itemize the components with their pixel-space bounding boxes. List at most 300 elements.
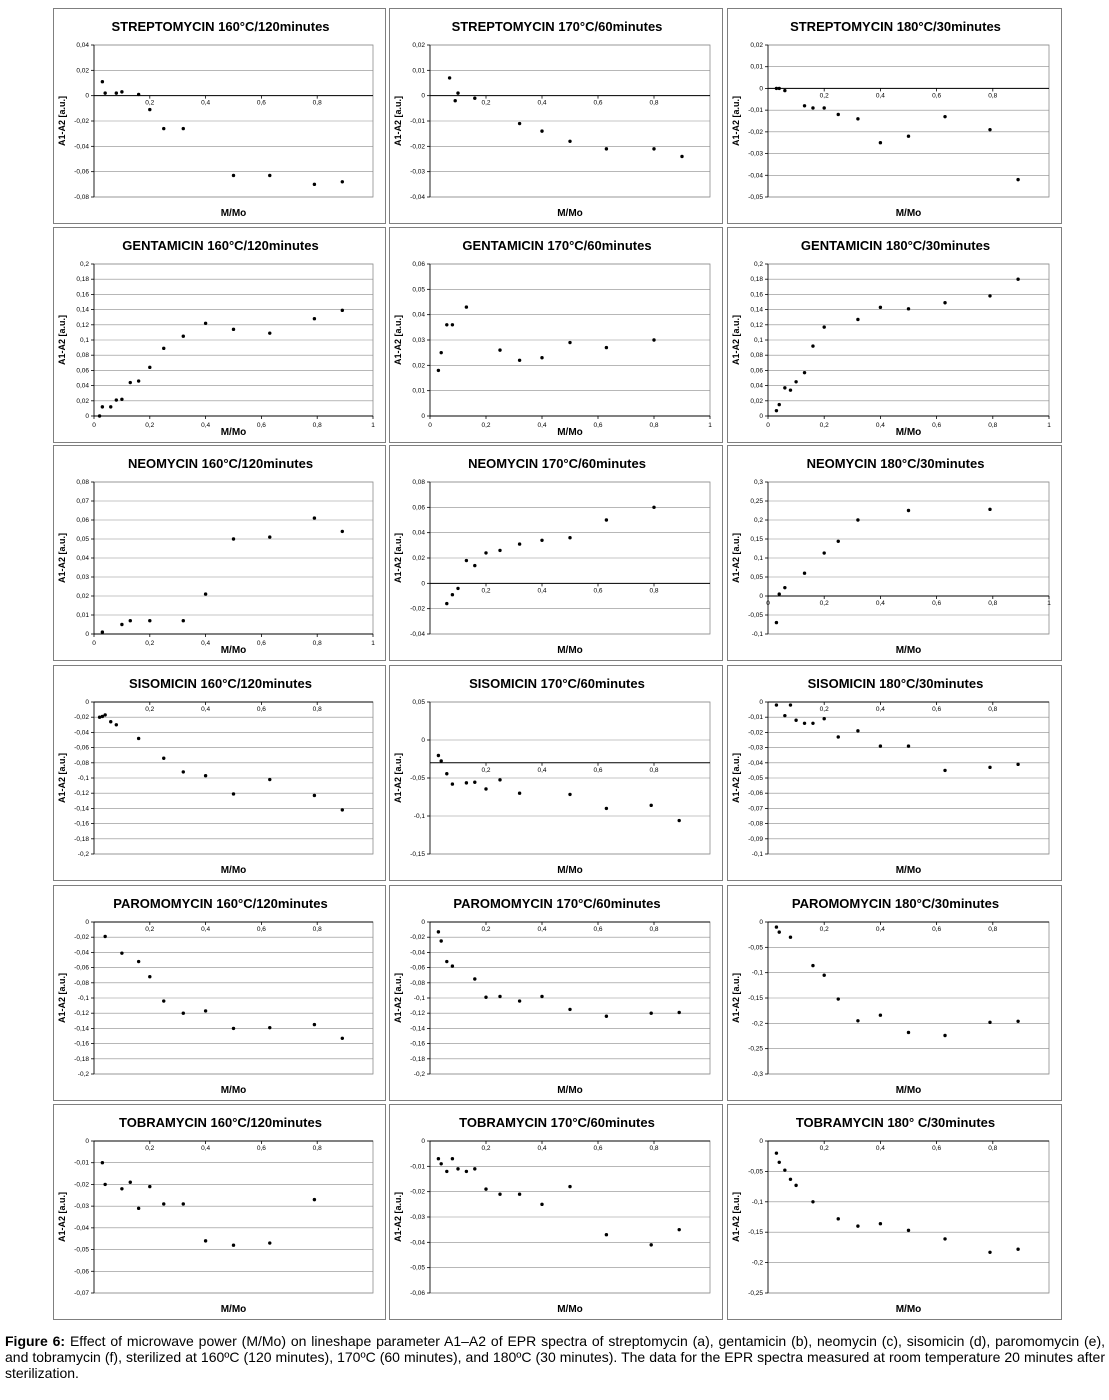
data-point <box>1016 1248 1019 1251</box>
y-tick-label: -0,08 <box>74 759 89 767</box>
chart-panel-7 <box>53 445 386 661</box>
data-point <box>437 369 440 372</box>
x-tick-label: 0,8 <box>988 422 998 429</box>
data-point <box>988 508 991 511</box>
y-tick-label: -0,12 <box>410 1010 425 1018</box>
data-point <box>182 335 185 338</box>
y-tick-label: 0,04 <box>412 529 425 537</box>
data-point <box>448 76 451 79</box>
y-tick-label: -0,25 <box>748 1045 763 1053</box>
y-tick-label: -0,06 <box>74 964 89 972</box>
x-tick-label: 1 <box>371 640 375 647</box>
chart-panel-8 <box>389 445 723 661</box>
x-tick-label: 0,8 <box>988 600 998 607</box>
data-point <box>789 936 792 939</box>
chart-svg <box>54 228 387 444</box>
x-tick-label: 0,8 <box>312 1145 322 1152</box>
data-point <box>268 1241 271 1244</box>
x-tick-label: 0,2 <box>145 99 155 107</box>
y-tick-label: -0,06 <box>74 168 89 176</box>
y-tick-label: -0,12 <box>74 790 89 798</box>
data-point <box>837 113 840 116</box>
x-tick-label: 0,4 <box>201 99 211 107</box>
data-point <box>988 294 991 297</box>
data-point <box>440 351 443 354</box>
data-point <box>98 414 101 417</box>
data-point <box>129 381 132 384</box>
x-tick-label: 0,2 <box>481 587 491 595</box>
data-point <box>783 386 786 389</box>
y-tick-label: -0,02 <box>410 605 425 613</box>
data-point <box>120 398 123 401</box>
data-point <box>518 122 521 125</box>
data-point <box>101 405 104 408</box>
data-point <box>101 630 104 633</box>
data-point <box>778 403 781 406</box>
y-tick-label: -0,01 <box>74 1159 89 1167</box>
data-point <box>652 506 655 509</box>
x-tick-label: 0,2 <box>819 422 829 429</box>
data-point <box>823 325 826 328</box>
data-point <box>650 1012 653 1015</box>
y-axis-label: A1-A2 [a.u.] <box>57 95 67 147</box>
plot-frame <box>768 1141 1049 1293</box>
data-point <box>137 93 140 96</box>
x-tick-label: 0,4 <box>875 92 885 100</box>
y-axis-label: A1-A2 [a.u.] <box>57 972 67 1024</box>
y-tick-label: 0,06 <box>76 367 89 375</box>
data-point <box>341 808 344 811</box>
y-tick-label: 0,14 <box>750 306 763 314</box>
data-point <box>783 586 786 589</box>
y-tick-label: -0,03 <box>748 150 763 158</box>
y-tick-label: -0,03 <box>410 168 425 176</box>
y-tick-label: 0,25 <box>750 498 763 505</box>
data-point <box>120 90 123 93</box>
data-point <box>473 97 476 100</box>
y-tick-label: 0,01 <box>412 67 425 75</box>
data-point <box>518 1193 521 1196</box>
x-tick-label: 0,8 <box>988 1145 998 1152</box>
x-tick-label: 0,6 <box>932 92 942 100</box>
y-tick-label: -0,03 <box>410 1214 425 1221</box>
data-point <box>1016 763 1019 766</box>
chart-title: STREPTOMYCIN 170°C/60minutes <box>451 19 663 34</box>
data-point <box>115 398 118 401</box>
data-point <box>204 322 207 325</box>
x-tick-label: 0,4 <box>201 640 211 647</box>
x-axis-label: M/Mo <box>220 1304 247 1315</box>
data-point <box>652 338 655 341</box>
y-tick-label: 0,08 <box>750 352 763 360</box>
y-tick-label: 0,1 <box>753 555 763 562</box>
y-tick-label: 0,08 <box>412 479 425 486</box>
y-tick-label: 0,15 <box>750 536 763 543</box>
data-point <box>148 619 151 622</box>
y-tick-label: -0,06 <box>74 1268 89 1276</box>
x-axis-label: M/Mo <box>895 208 922 219</box>
data-point <box>811 344 814 347</box>
chart-title: TOBRAMYCIN 180° C/30minutes <box>795 1115 996 1130</box>
y-tick-label: -0,07 <box>74 1290 89 1297</box>
data-point <box>856 1224 859 1227</box>
y-tick-label: 0 <box>85 1138 89 1145</box>
data-point <box>473 781 476 784</box>
y-tick-label: -0,2 <box>751 1259 763 1267</box>
y-tick-label: -0,01 <box>410 118 425 125</box>
y-tick-label: 0 <box>85 919 89 926</box>
chart-panel-6 <box>727 227 1062 443</box>
data-point <box>115 723 118 726</box>
data-point <box>313 183 316 186</box>
data-point <box>162 999 165 1002</box>
data-point <box>518 792 521 795</box>
y-tick-label: 0,16 <box>750 291 763 299</box>
data-point <box>120 1187 123 1190</box>
chart-title: GENTAMICIN 160°C/120minutes <box>122 238 319 253</box>
y-tick-label: -0,02 <box>74 1181 89 1189</box>
chart-panel-14 <box>389 885 723 1101</box>
y-tick-label: -0,06 <box>410 1290 425 1297</box>
data-point <box>778 87 781 90</box>
y-tick-label: 0,04 <box>76 555 89 562</box>
chart-panel-2 <box>389 8 723 224</box>
data-point <box>445 602 448 605</box>
x-axis-label: M/Mo <box>895 645 922 656</box>
y-tick-label: -0,04 <box>748 759 763 767</box>
chart-title: PAROMOMYCIN 180°C/30minutes <box>791 896 1000 911</box>
y-tick-label: -0,07 <box>748 805 763 813</box>
data-point <box>484 1187 487 1190</box>
y-tick-label: 0,05 <box>76 536 89 543</box>
data-point <box>943 1034 946 1037</box>
data-point <box>837 997 840 1000</box>
x-tick-label: 0,2 <box>481 1145 491 1152</box>
data-point <box>232 174 235 177</box>
chart-panel-5 <box>389 227 723 443</box>
x-tick-label: 0,6 <box>256 926 266 933</box>
data-point <box>182 127 185 130</box>
data-point <box>268 1026 271 1029</box>
data-point <box>1016 178 1019 181</box>
y-tick-label: 0,01 <box>412 387 425 395</box>
data-point <box>162 347 165 350</box>
y-tick-label: -0,2 <box>413 1071 425 1078</box>
chart-svg <box>728 228 1063 444</box>
y-tick-label: 0 <box>759 699 763 706</box>
chart-title: TOBRAMYCIN 170°C/60minutes <box>459 1115 655 1130</box>
x-axis-label: M/Mo <box>220 208 247 219</box>
data-point <box>162 1202 165 1205</box>
data-point <box>540 356 543 359</box>
figure-caption-text: Effect of microwave power (M/Mo) on lineshape parameter A1–A2 of EPR spectra of streptomycin (a), gentamicin (b), neomycin (c), sisomicin (d), paromomycin (e), and tobramycin (f), sterilized at 160ºC (120 minutes), 170ºC (60 minutes), and 180ºC (30 minutes). The data for the EPR spectra measured at room temperature 20 minutes after sterilization. <box>5 1333 1105 1381</box>
data-point <box>137 379 140 382</box>
data-point <box>341 309 344 312</box>
data-point <box>313 1198 316 1201</box>
data-point <box>803 572 806 575</box>
y-tick-label: -0,05 <box>748 612 763 619</box>
y-tick-label: 0,16 <box>76 291 89 299</box>
data-point <box>268 174 271 177</box>
y-tick-label: -0,1 <box>751 851 763 858</box>
chart-svg <box>54 1105 387 1321</box>
y-tick-label: -0,08 <box>74 194 89 201</box>
data-point <box>109 720 112 723</box>
chart-title: SISOMICIN 170°C/60minutes <box>469 676 645 691</box>
data-point <box>204 1009 207 1012</box>
x-tick-label: 0,4 <box>201 706 211 713</box>
plot-frame <box>768 45 1049 197</box>
y-tick-label: 0,02 <box>412 555 425 562</box>
data-point <box>268 331 271 334</box>
x-tick-label: 0,6 <box>593 926 603 933</box>
data-point <box>465 1170 468 1173</box>
data-point <box>775 925 778 928</box>
chart-panel-11 <box>389 665 723 881</box>
data-point <box>605 518 608 521</box>
chart-title: NEOMYCIN 180°C/30minutes <box>806 456 985 471</box>
data-point <box>313 516 316 519</box>
x-tick-label: 0,4 <box>537 587 547 595</box>
data-point <box>232 328 235 331</box>
chart-title: GENTAMICIN 180°C/30minutes <box>800 238 991 253</box>
data-point <box>778 930 781 933</box>
x-tick-label: 0,4 <box>875 422 885 429</box>
data-point <box>803 371 806 374</box>
x-tick-label: 0,4 <box>537 422 547 429</box>
data-point <box>148 975 151 978</box>
x-tick-label: 0,2 <box>481 926 491 933</box>
data-point <box>182 770 185 773</box>
chart-svg <box>728 886 1063 1102</box>
data-point <box>437 1157 440 1160</box>
chart-svg <box>728 666 1063 882</box>
y-axis-label: A1-A2 [a.u.] <box>57 532 67 584</box>
x-tick-label: 0,2 <box>481 766 491 774</box>
y-axis-label: A1-A2 [a.u.] <box>57 314 67 366</box>
x-tick-label: 0,2 <box>481 422 491 429</box>
y-tick-label: -0,04 <box>74 949 89 957</box>
x-tick-label: 1 <box>708 422 712 429</box>
data-point <box>498 348 501 351</box>
y-tick-label: -0,04 <box>410 631 425 638</box>
data-point <box>879 1014 882 1017</box>
x-tick-label: 0,2 <box>145 1145 155 1152</box>
x-axis-label: M/Mo <box>557 208 583 219</box>
x-axis-label: M/Mo <box>557 865 583 876</box>
data-point <box>1016 278 1019 281</box>
data-point <box>811 722 814 725</box>
y-axis-label: A1-A2 [a.u.] <box>393 314 403 366</box>
y-tick-label: -0,14 <box>74 1025 89 1033</box>
y-tick-label: -0,14 <box>74 805 89 813</box>
data-point <box>148 366 151 369</box>
x-axis-label: M/Mo <box>557 1304 583 1315</box>
data-point <box>313 317 316 320</box>
y-tick-label: -0,08 <box>74 979 89 987</box>
y-tick-label: 0,02 <box>412 42 425 49</box>
data-point <box>789 1178 792 1181</box>
chart-title: STREPTOMYCIN 160°C/120minutes <box>111 19 330 34</box>
chart-svg <box>390 886 724 1102</box>
chart-svg <box>728 1105 1063 1321</box>
y-tick-label: 0,12 <box>76 321 89 329</box>
y-tick-label: 0 <box>421 737 425 744</box>
chart-svg <box>54 666 387 882</box>
y-tick-label: -0,02 <box>74 934 89 942</box>
y-tick-label: -0,02 <box>748 128 763 136</box>
data-point <box>103 1183 106 1186</box>
y-tick-label: 0 <box>85 699 89 706</box>
x-tick-label: 0,4 <box>537 766 547 774</box>
y-tick-label: -0,1 <box>751 1198 763 1206</box>
x-tick-label: 0,8 <box>649 99 659 107</box>
chart-title: SISOMICIN 160°C/120minutes <box>129 676 312 691</box>
y-tick-label: 0,02 <box>76 397 89 405</box>
chart-svg <box>54 9 387 225</box>
data-point <box>811 1200 814 1203</box>
data-point <box>988 1021 991 1024</box>
y-tick-label: -0,03 <box>74 1203 89 1211</box>
x-tick-label: 0,4 <box>537 99 547 107</box>
y-tick-label: 0 <box>759 85 763 93</box>
chart-panel-17 <box>389 1104 723 1320</box>
y-tick-label: 0 <box>85 631 89 638</box>
y-tick-label: -0,08 <box>748 820 763 828</box>
y-tick-label: 0,04 <box>750 382 763 390</box>
data-point <box>678 1011 681 1014</box>
x-tick-label: 0,8 <box>988 926 998 933</box>
y-tick-label: -0,02 <box>748 729 763 737</box>
x-tick-label: 0,6 <box>256 422 266 429</box>
data-point <box>605 1233 608 1236</box>
x-tick-label: 1 <box>371 422 375 429</box>
chart-panel-16 <box>53 1104 386 1320</box>
x-axis-label: M/Mo <box>895 427 922 438</box>
data-point <box>445 1170 448 1173</box>
data-point <box>823 106 826 109</box>
y-tick-label: -0,04 <box>410 949 425 957</box>
x-tick-label: 0,6 <box>256 99 266 107</box>
y-axis-label: A1-A2 [a.u.] <box>731 1191 741 1243</box>
y-tick-label: -0,12 <box>74 1010 89 1018</box>
data-point <box>454 99 457 102</box>
y-tick-label: -0,05 <box>74 1246 89 1254</box>
data-point <box>473 564 476 567</box>
x-axis-label: M/Mo <box>895 1304 922 1315</box>
y-tick-label: -0,16 <box>74 820 89 828</box>
data-point <box>568 140 571 143</box>
data-point <box>484 787 487 790</box>
chart-svg <box>390 666 724 882</box>
data-point <box>313 1023 316 1026</box>
x-tick-label: 0,4 <box>875 600 885 607</box>
data-point <box>498 549 501 552</box>
data-point <box>988 1251 991 1254</box>
x-tick-label: 0,8 <box>649 766 659 774</box>
data-point <box>232 537 235 540</box>
data-point <box>988 128 991 131</box>
x-tick-label: 0 <box>428 422 432 429</box>
x-tick-label: 0 <box>92 640 96 647</box>
x-tick-label: 0,6 <box>593 99 603 107</box>
y-tick-label: 0,04 <box>412 311 425 319</box>
data-point <box>103 935 106 938</box>
y-tick-label: -0,3 <box>751 1071 763 1078</box>
data-point <box>341 180 344 183</box>
y-tick-label: 0,06 <box>412 504 425 512</box>
data-point <box>856 729 859 732</box>
data-point <box>652 147 655 150</box>
x-tick-label: 0 <box>92 422 96 429</box>
x-tick-label: 0,4 <box>875 926 885 933</box>
data-point <box>451 964 454 967</box>
y-tick-label: -0,02 <box>410 143 425 151</box>
chart-panel-13 <box>53 885 386 1101</box>
y-tick-label: 0,08 <box>76 479 89 486</box>
data-point <box>783 89 786 92</box>
y-tick-label: -0,01 <box>410 1163 425 1171</box>
x-tick-label: 0,2 <box>145 706 155 713</box>
y-tick-label: -0,02 <box>74 714 89 722</box>
y-tick-label: 0,1 <box>79 337 89 344</box>
data-point <box>518 359 521 362</box>
y-tick-label: 0,02 <box>750 397 763 405</box>
y-tick-label: -0,18 <box>410 1055 425 1063</box>
data-point <box>440 939 443 942</box>
y-tick-label: 0,2 <box>753 261 763 268</box>
data-point <box>988 766 991 769</box>
x-axis-label: M/Mo <box>220 427 247 438</box>
data-point <box>498 1193 501 1196</box>
data-point <box>794 380 797 383</box>
y-tick-label: 0,14 <box>76 306 89 314</box>
data-point <box>129 619 132 622</box>
data-point <box>437 930 440 933</box>
x-tick-label: 0,6 <box>256 706 266 713</box>
data-point <box>856 518 859 521</box>
data-point <box>783 1168 786 1171</box>
chart-svg <box>728 9 1063 225</box>
chart-title: NEOMYCIN 160°C/120minutes <box>127 456 314 471</box>
y-tick-label: -0,18 <box>74 1055 89 1063</box>
data-point <box>445 960 448 963</box>
y-tick-label: -0,1 <box>413 995 425 1002</box>
data-point <box>518 999 521 1002</box>
data-point <box>498 995 501 998</box>
y-axis-label: A1-A2 [a.u.] <box>57 752 67 804</box>
x-axis-label: M/Mo <box>220 865 247 876</box>
y-tick-label: -0,03 <box>748 744 763 752</box>
data-point <box>137 1207 140 1210</box>
data-point <box>232 792 235 795</box>
x-tick-label: 0,8 <box>649 1145 659 1152</box>
chart-svg <box>390 446 724 662</box>
data-point <box>775 703 778 706</box>
chart-panel-15 <box>727 885 1062 1101</box>
data-point <box>484 996 487 999</box>
y-axis-label: A1-A2 [a.u.] <box>731 314 741 366</box>
data-point <box>879 1222 882 1225</box>
data-point <box>540 129 543 132</box>
y-tick-label: -0,06 <box>748 790 763 798</box>
data-point <box>568 536 571 539</box>
x-tick-label: 0 <box>766 422 770 429</box>
y-tick-label: -0,14 <box>410 1025 425 1033</box>
y-tick-label: 0,18 <box>750 276 763 284</box>
data-point <box>680 155 683 158</box>
chart-title: STREPTOMYCIN 180°C/30minutes <box>790 19 1001 34</box>
